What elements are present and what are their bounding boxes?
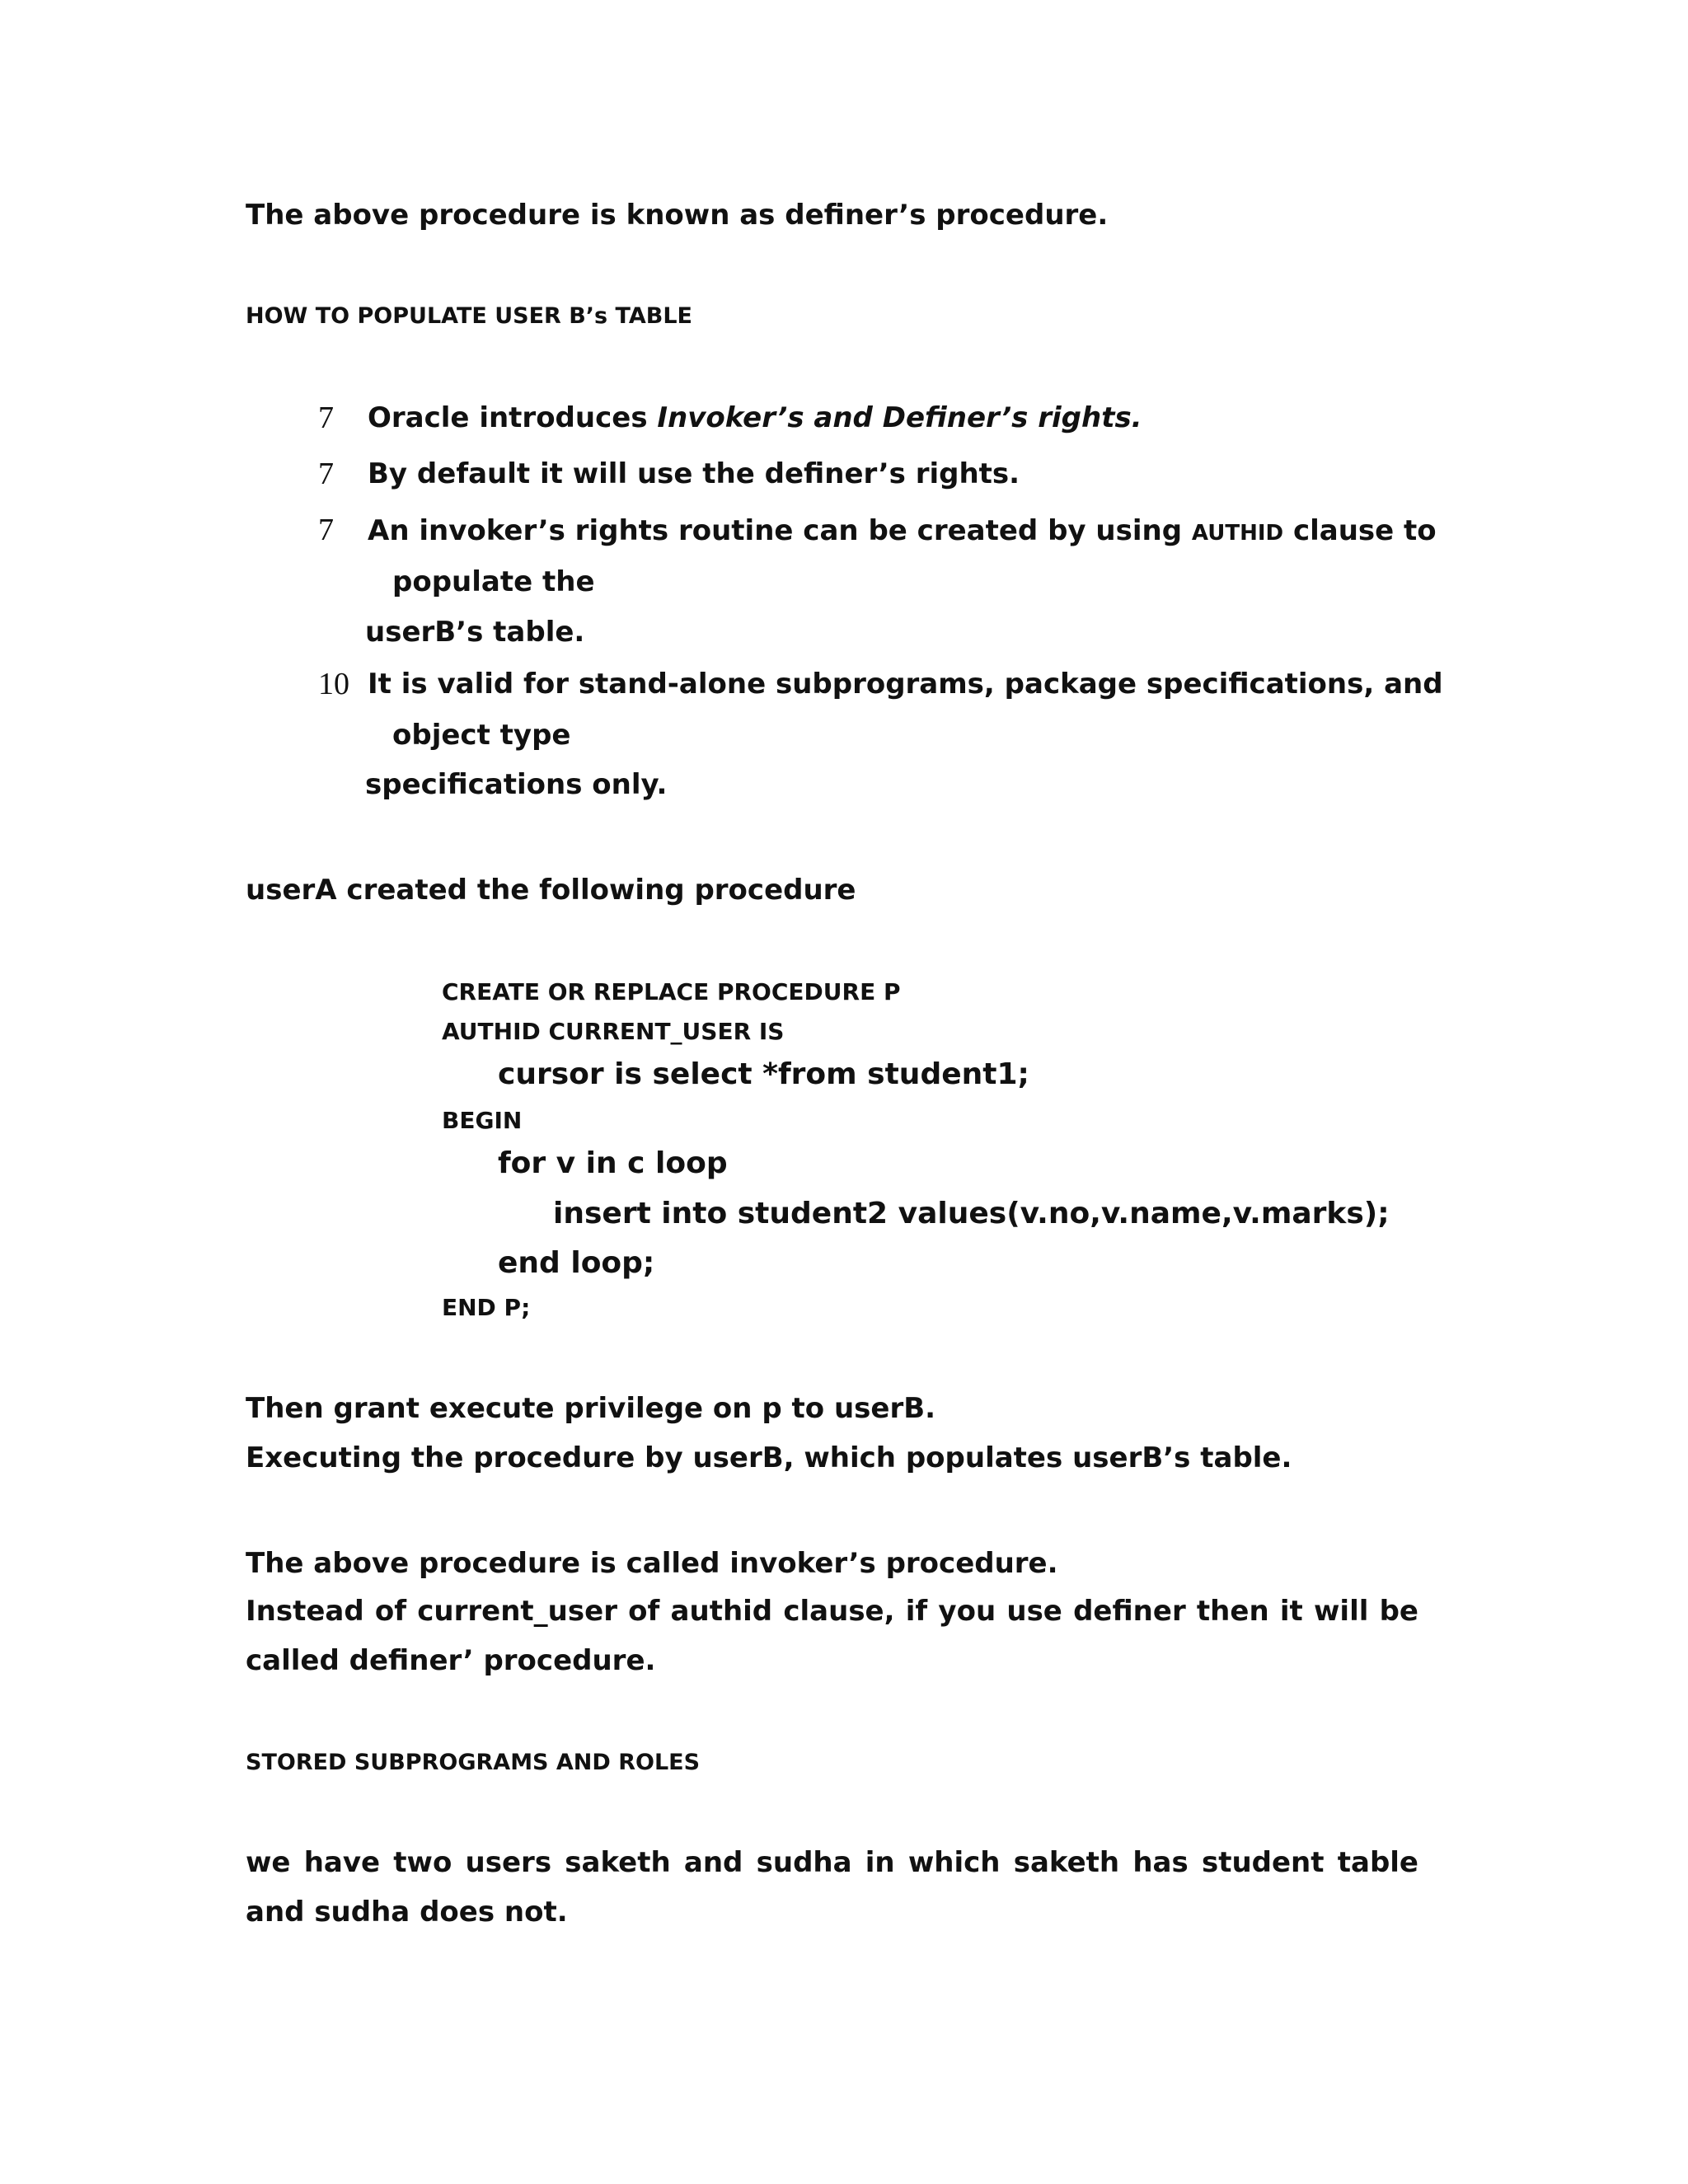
- bullet-continuation: specifications only.: [365, 768, 668, 801]
- bullet-item: By default it will use the definer’s rights.: [368, 457, 1020, 490]
- code-line: end loop;: [498, 1246, 655, 1280]
- bullet-continuation: populate the: [392, 565, 595, 598]
- top-paragraph: The above procedure is known as definer’s procedure.: [246, 199, 1109, 232]
- authid-keyword: AUTHID: [1191, 521, 1284, 546]
- bullet-text: An invoker’s rights routine can be created by using: [368, 514, 1192, 547]
- final-paragraph: we have two users saketh and sudha in which saketh has student table and sudha does not.: [246, 1846, 1418, 1929]
- code-line: CREATE OR REPLACE PROCEDURE P: [442, 978, 901, 1005]
- code-intro: userA created the following procedure: [246, 874, 856, 907]
- grant-paragraph: Then grant execute privilege on p to userB.: [246, 1392, 936, 1425]
- bullet-marker: 7: [318, 457, 334, 491]
- bullet-marker: 10: [318, 667, 349, 701]
- code-line: insert into student2 values(v.no,v.name,v.marks);: [553, 1197, 1390, 1230]
- invoker-paragraph: The above procedure is called invoker’s procedure.: [246, 1547, 1058, 1580]
- code-line: END P;: [442, 1294, 531, 1321]
- bullet-marker: 7: [318, 401, 334, 435]
- execute-paragraph: Executing the procedure by userB, which populates userB’s table.: [246, 1441, 1292, 1474]
- code-line: cursor is select *from student1;: [498, 1057, 1029, 1091]
- section-heading-populate: HOW TO POPULATE USER B’s TABLE: [246, 303, 692, 329]
- bullet-item: It is valid for stand-alone subprograms, package specifications, and: [368, 668, 1443, 701]
- bullet-italic-text: Invoker’s and Definer’s rights.: [657, 401, 1142, 434]
- bullet-marker: 7: [318, 513, 334, 547]
- section-heading-roles: STORED SUBPROGRAMS AND ROLES: [246, 1750, 701, 1775]
- code-line: AUTHID CURRENT_USER IS: [442, 1018, 785, 1045]
- code-line: for v in c loop: [498, 1146, 728, 1180]
- bullet-continuation: userB’s table.: [365, 616, 585, 649]
- code-line: BEGIN: [442, 1107, 523, 1134]
- bullet-text: Oracle introduces: [368, 401, 658, 434]
- definer-note-paragraph: Instead of current_user of authid clause, if you use definer then it will be called definer’ procedure.: [246, 1595, 1418, 1677]
- bullet-item: [368, 401, 1142, 434]
- bullet-item: [368, 514, 1437, 547]
- bullet-continuation: object type: [392, 719, 571, 752]
- bullet-text: clause to: [1283, 514, 1437, 547]
